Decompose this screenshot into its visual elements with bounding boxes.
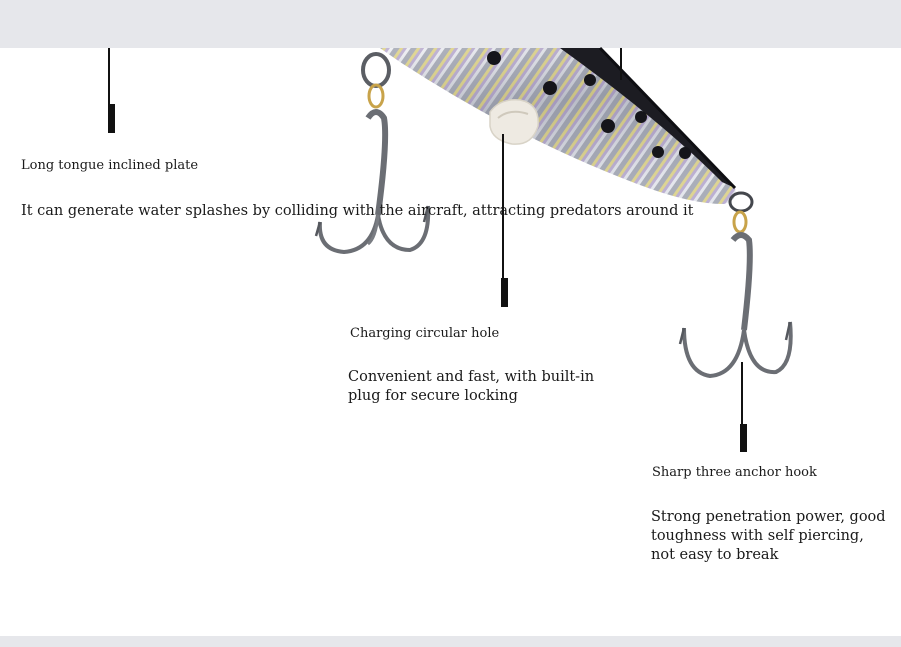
callout-2-description: Convenient and fast, with built-in plug for secure locking [348, 369, 595, 404]
callout-3-title: Sharp three anchor hook [652, 465, 817, 480]
callout-3-leader-marker [740, 424, 747, 452]
callout-1-leader-line [108, 48, 110, 104]
callout-2-leader-marker [501, 278, 508, 307]
tail-treble-hook [680, 193, 791, 376]
callout-1-description: It can generate water splashes by colliding with the aircraft, attracting predators around it [21, 203, 694, 219]
front-treble-hook [316, 54, 428, 252]
callout-3-leader-line [741, 362, 743, 424]
lure-body [380, 48, 736, 204]
top-leader-line [620, 48, 622, 80]
bottom-band [0, 636, 901, 647]
charging-plug [490, 100, 538, 144]
callout-3-description: Strong penetration power, good toughness with self piercing, not easy to break [651, 509, 886, 563]
callout-1-leader-marker [108, 104, 115, 133]
callout-1-title: Long tongue inclined plate [21, 158, 199, 173]
callout-2-title: Charging circular hole [350, 326, 500, 341]
